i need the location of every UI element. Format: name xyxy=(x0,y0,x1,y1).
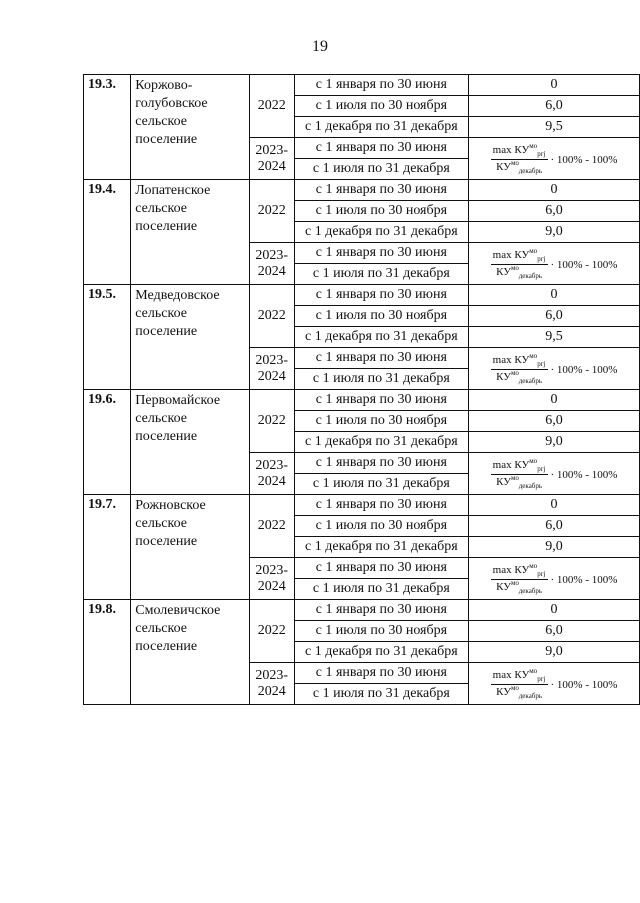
formula-rest: · 100% - 100% xyxy=(550,363,618,376)
formula-numerator xyxy=(491,669,548,685)
formula-numerator xyxy=(491,144,548,160)
formula-denominator-sup: мо xyxy=(511,369,519,377)
period-cell: с 1 января по 30 июня xyxy=(294,453,469,474)
year-range-cell: 2023-2024 xyxy=(249,243,294,285)
formula-numerator-sub: ргj xyxy=(537,255,546,263)
discount-formula xyxy=(491,354,618,385)
formula-numerator-sub: ргj xyxy=(537,465,546,473)
formula-cell xyxy=(469,138,640,180)
value-cell: 9,0 xyxy=(469,432,640,453)
formula-denominator xyxy=(496,580,542,595)
formula-rest: · 100% - 100% xyxy=(550,258,618,271)
period-cell: с 1 января по 30 июня xyxy=(294,243,469,264)
formula-denominator xyxy=(496,475,542,490)
value-cell: 6,0 xyxy=(469,516,640,537)
formula-fraction xyxy=(491,144,548,175)
period-cell: с 1 января по 30 июня xyxy=(294,75,469,96)
period-cell: с 1 января по 30 июня xyxy=(294,663,469,684)
year-range-cell: 2023-2024 xyxy=(249,453,294,495)
formula-numerator-sub: ргj xyxy=(537,675,546,683)
formula-cell xyxy=(469,243,640,285)
value-cell: 9,0 xyxy=(469,222,640,243)
formula-numerator-text: max КУ xyxy=(492,564,530,576)
formula-cell xyxy=(469,348,640,390)
formula-denominator xyxy=(496,265,542,280)
formula-denominator-sub: декабрь xyxy=(518,167,543,175)
value-cell: 6,0 xyxy=(469,201,640,222)
year-cell: 2022 xyxy=(249,495,294,558)
formula-denominator-sub: декабрь xyxy=(518,587,543,595)
value-cell: 0 xyxy=(469,75,640,96)
period-cell: с 1 июля по 31 декабря xyxy=(294,684,469,705)
formula-denominator-sup: мо xyxy=(511,159,519,167)
discount-formula xyxy=(491,459,618,490)
discount-formula xyxy=(491,564,618,595)
formula-denominator-text: КУ xyxy=(496,266,511,278)
value-cell: 9,0 xyxy=(469,642,640,663)
formula-fraction xyxy=(491,459,548,490)
formula-fraction xyxy=(491,249,548,280)
value-cell: 9,0 xyxy=(469,537,640,558)
period-cell: с 1 декабря по 31 декабря xyxy=(294,327,469,348)
formula-cell xyxy=(469,453,640,495)
value-cell: 0 xyxy=(469,180,640,201)
formula-numerator-sup: мо xyxy=(529,562,538,570)
settlement-name: Рожновское сельское поселение xyxy=(131,495,250,600)
formula-numerator-text: max КУ xyxy=(492,249,530,261)
period-cell: с 1 января по 30 июня xyxy=(294,180,469,201)
period-cell: с 1 января по 30 июня xyxy=(294,348,469,369)
formula-numerator-sup: мо xyxy=(529,352,538,360)
period-cell: с 1 декабря по 31 декабря xyxy=(294,537,469,558)
formula-numerator-text: max КУ xyxy=(492,459,530,471)
formula-fraction xyxy=(491,354,548,385)
formula-numerator-sup: мо xyxy=(529,667,538,675)
formula-numerator-sup: мо xyxy=(529,457,538,465)
settlement-name: Первомайское сельское поселение xyxy=(131,390,250,495)
value-cell: 0 xyxy=(469,495,640,516)
value-cell: 9,5 xyxy=(469,327,640,348)
section-number: 19.8. xyxy=(84,600,131,705)
year-cell: 2022 xyxy=(249,390,294,453)
section-number: 19.5. xyxy=(84,285,131,390)
formula-numerator-sup: мо xyxy=(529,247,538,255)
value-cell: 9,5 xyxy=(469,117,640,138)
period-cell: с 1 января по 30 июня xyxy=(294,390,469,411)
formula-rest: · 100% - 100% xyxy=(550,573,618,586)
formula-numerator-sub: ргj xyxy=(537,150,546,158)
period-cell: с 1 января по 30 июня xyxy=(294,600,469,621)
period-cell: с 1 декабря по 31 декабря xyxy=(294,117,469,138)
formula-denominator-sub: декабрь xyxy=(518,482,543,490)
formula-numerator-text: max КУ xyxy=(492,669,530,681)
table-row xyxy=(84,495,640,516)
value-cell: 6,0 xyxy=(469,621,640,642)
period-cell: с 1 июля по 30 ноября xyxy=(294,516,469,537)
page-number: 19 xyxy=(312,38,328,55)
period-cell: с 1 декабря по 31 декабря xyxy=(294,432,469,453)
formula-numerator-sub: ргj xyxy=(537,570,546,578)
period-cell: с 1 января по 30 июня xyxy=(294,285,469,306)
table-row xyxy=(84,180,640,201)
value-cell: 0 xyxy=(469,600,640,621)
formula-denominator-text: КУ xyxy=(496,581,511,593)
year-cell: 2022 xyxy=(249,600,294,663)
period-cell: с 1 июля по 30 ноября xyxy=(294,621,469,642)
settlement-name: Лопатенское сельское поселение xyxy=(131,180,250,285)
settlement-name: Медведовское сельское поселение xyxy=(131,285,250,390)
discount-formula xyxy=(491,249,618,280)
formula-denominator-sub: декабрь xyxy=(518,377,543,385)
period-cell: с 1 июля по 30 ноября xyxy=(294,96,469,117)
tariff-table xyxy=(83,74,640,705)
formula-denominator-sup: мо xyxy=(511,684,519,692)
value-cell: 6,0 xyxy=(469,411,640,432)
period-cell: с 1 января по 30 июня xyxy=(294,495,469,516)
formula-fraction xyxy=(491,564,548,595)
formula-denominator-sub: декабрь xyxy=(518,272,543,280)
discount-formula xyxy=(491,669,618,700)
period-cell: с 1 января по 30 июня xyxy=(294,558,469,579)
period-cell: с 1 июля по 30 ноября xyxy=(294,201,469,222)
formula-numerator xyxy=(491,564,548,580)
formula-numerator xyxy=(491,354,548,370)
formula-denominator-text: КУ xyxy=(496,476,511,488)
formula-denominator-sup: мо xyxy=(511,579,519,587)
section-number: 19.7. xyxy=(84,495,131,600)
table-row xyxy=(84,285,640,306)
period-cell: с 1 июля по 31 декабря xyxy=(294,579,469,600)
discount-formula xyxy=(491,144,618,175)
settlement-name: Смолевичское сельское поселение xyxy=(131,600,250,705)
table-row xyxy=(84,75,640,96)
formula-denominator-text: КУ xyxy=(496,161,511,173)
section-number: 19.4. xyxy=(84,180,131,285)
formula-numerator xyxy=(491,249,548,265)
period-cell: с 1 июля по 30 ноября xyxy=(294,411,469,432)
formula-numerator-text: max КУ xyxy=(492,144,530,156)
period-cell: с 1 июля по 31 декабря xyxy=(294,264,469,285)
formula-cell xyxy=(469,558,640,600)
year-range-cell: 2023-2024 xyxy=(249,663,294,705)
value-cell: 0 xyxy=(469,285,640,306)
formula-numerator-sub: ргj xyxy=(537,360,546,368)
section-number: 19.6. xyxy=(84,390,131,495)
formula-denominator xyxy=(496,685,542,700)
formula-numerator-text: max КУ xyxy=(492,354,530,366)
year-range-cell: 2023-2024 xyxy=(249,138,294,180)
year-cell: 2022 xyxy=(249,75,294,138)
period-cell: с 1 июля по 31 декабря xyxy=(294,369,469,390)
period-cell: с 1 июля по 31 декабря xyxy=(294,159,469,180)
formula-rest: · 100% - 100% xyxy=(550,468,618,481)
year-cell: 2022 xyxy=(249,180,294,243)
year-range-cell: 2023-2024 xyxy=(249,558,294,600)
formula-numerator-sup: мо xyxy=(529,142,538,150)
formula-denominator-sup: мо xyxy=(511,264,519,272)
formula-cell xyxy=(469,663,640,705)
period-cell: с 1 января по 30 июня xyxy=(294,138,469,159)
table-row xyxy=(84,600,640,621)
formula-denominator-sup: мо xyxy=(511,474,519,482)
formula-rest: · 100% - 100% xyxy=(550,678,618,691)
formula-denominator xyxy=(496,370,542,385)
settlement-name: Коржово-голубовское сельское поселение xyxy=(131,75,250,180)
formula-rest: · 100% - 100% xyxy=(550,153,618,166)
value-cell: 6,0 xyxy=(469,306,640,327)
period-cell: с 1 декабря по 31 декабря xyxy=(294,222,469,243)
formula-denominator-sub: декабрь xyxy=(518,692,543,700)
formula-denominator xyxy=(496,160,542,175)
table-row xyxy=(84,390,640,411)
year-range-cell: 2023-2024 xyxy=(249,348,294,390)
formula-fraction xyxy=(491,669,548,700)
period-cell: с 1 июля по 31 декабря xyxy=(294,474,469,495)
year-cell: 2022 xyxy=(249,285,294,348)
formula-denominator-text: КУ xyxy=(496,686,511,698)
value-cell: 6,0 xyxy=(469,96,640,117)
period-cell: с 1 июля по 30 ноября xyxy=(294,306,469,327)
section-number: 19.3. xyxy=(84,75,131,180)
period-cell: с 1 декабря по 31 декабря xyxy=(294,642,469,663)
formula-numerator xyxy=(491,459,548,475)
value-cell: 0 xyxy=(469,390,640,411)
formula-denominator-text: КУ xyxy=(496,371,511,383)
